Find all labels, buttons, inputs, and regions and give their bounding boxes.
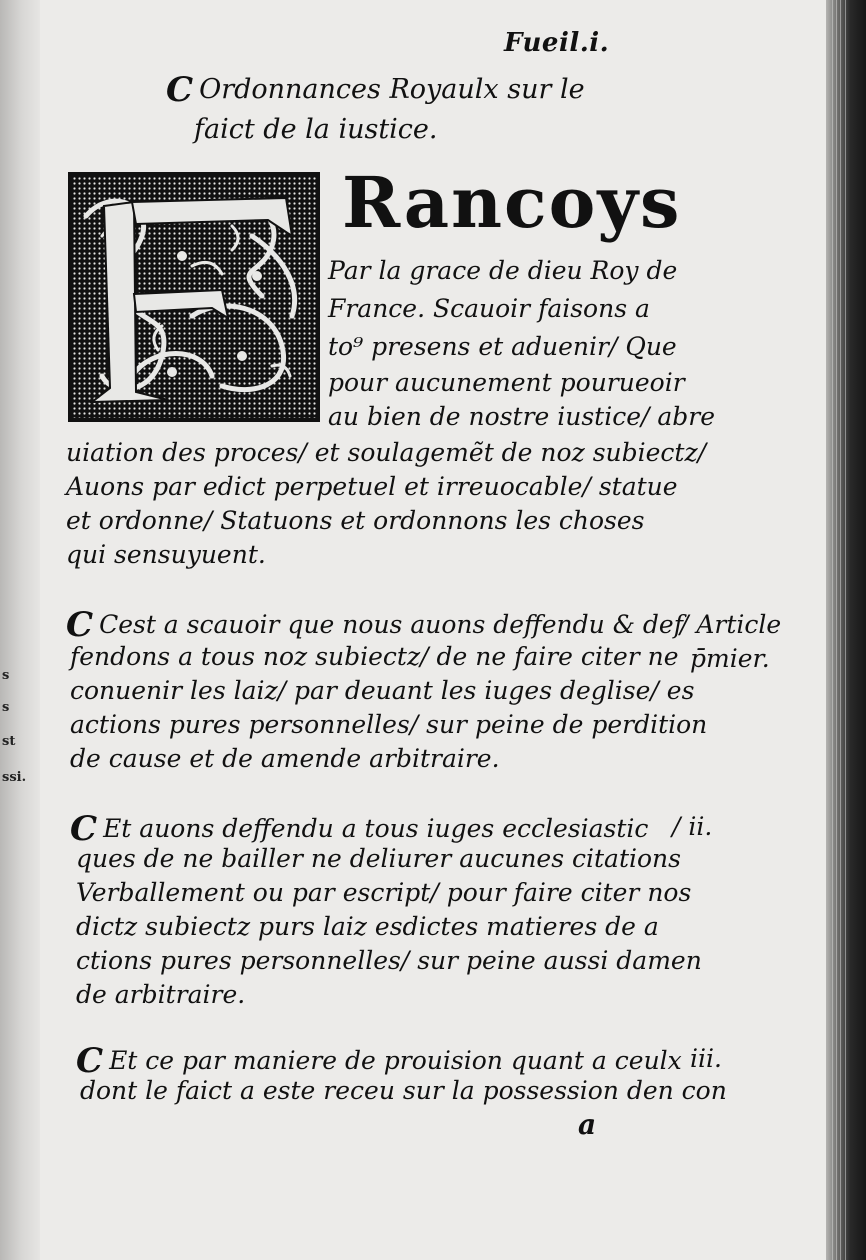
- page-heading: [166, 70, 606, 150]
- text-line: conuenir les laiz/ par deuant les iuges deglise/ es: [70, 676, 695, 705]
- text-line: Et ce par maniere de prouision quant a ceulx: [109, 1046, 682, 1075]
- text-line: ques de ne bailler ne deliurer aucunes citations: [76, 844, 681, 873]
- text-line: et ordonne/ Statuons et ordonnons les choses: [66, 506, 645, 535]
- gutter-fragment: s: [2, 700, 10, 715]
- text-line: [76, 1041, 682, 1081]
- text-line: de arbitraire.: [76, 980, 246, 1009]
- decorated-initial: [68, 172, 320, 422]
- text-line: Cest a scauoir que nous auons deffendu & def: [99, 610, 683, 639]
- text-line: Par la grace de dieu Roy de: [328, 256, 678, 285]
- text-line: pour aucunement pourueoir: [328, 368, 685, 397]
- gutter-fragment: ssi.: [2, 770, 27, 785]
- text-line: [66, 605, 683, 645]
- text-line: to⁹ presens et aduenir/ Que: [328, 332, 677, 361]
- signature-mark: a: [578, 1108, 597, 1141]
- pilcrow-mark: C: [166, 70, 194, 110]
- margin-note: p̄mier.: [690, 644, 770, 673]
- text-line: de cause et de amende arbitraire.: [70, 744, 500, 773]
- margin-note: / ii.: [672, 812, 713, 841]
- margin-note: iii.: [690, 1044, 722, 1073]
- gutter-fragment: st: [2, 734, 16, 749]
- text-line: uiation des proces/ et soulagemẽt de noz subiectz/: [66, 438, 707, 467]
- pilcrow-mark: C: [76, 1041, 104, 1081]
- text-line: Auons par edict perpetuel et irreuocable/ statue: [66, 472, 678, 501]
- text-line: Et auons deffendu a tous iuges ecclesiastic: [103, 814, 649, 843]
- opening-word: Rancoys: [342, 161, 682, 244]
- text-line: France. Scauoir faisons a: [328, 294, 650, 323]
- text-line: [70, 809, 649, 849]
- left-gutter: [0, 0, 40, 1260]
- text-line: dictz subiectz purs laiz esdictes matieres de a: [76, 912, 659, 941]
- pilcrow-mark: C: [66, 605, 94, 645]
- text-line: fendons a tous noz subiectz/ de ne faire citer ne: [70, 642, 679, 671]
- heading-line: Ordonnances Royaulx sur le: [199, 74, 585, 105]
- text-line: qui sensuyuent.: [66, 540, 266, 569]
- pilcrow-mark: C: [70, 809, 98, 849]
- text-line: actions pures personnelles/ sur peine de perdition: [70, 710, 708, 739]
- text-line: Verballement ou par escript/ pour faire citer nos: [76, 878, 692, 907]
- folio-number: Fueil.i.: [504, 28, 610, 58]
- text-line: au bien de nostre iustice/ abre: [328, 402, 716, 431]
- heading-line: faict de la iustice.: [194, 114, 438, 145]
- text-line: dont le faict a este receu sur la possession den con: [80, 1076, 727, 1105]
- text-line: ctions pures personnelles/ sur peine aussi damen: [76, 946, 702, 975]
- gutter-fragment: s: [2, 668, 10, 683]
- margin-note: / Article: [680, 610, 782, 639]
- page-edge: [826, 0, 866, 1260]
